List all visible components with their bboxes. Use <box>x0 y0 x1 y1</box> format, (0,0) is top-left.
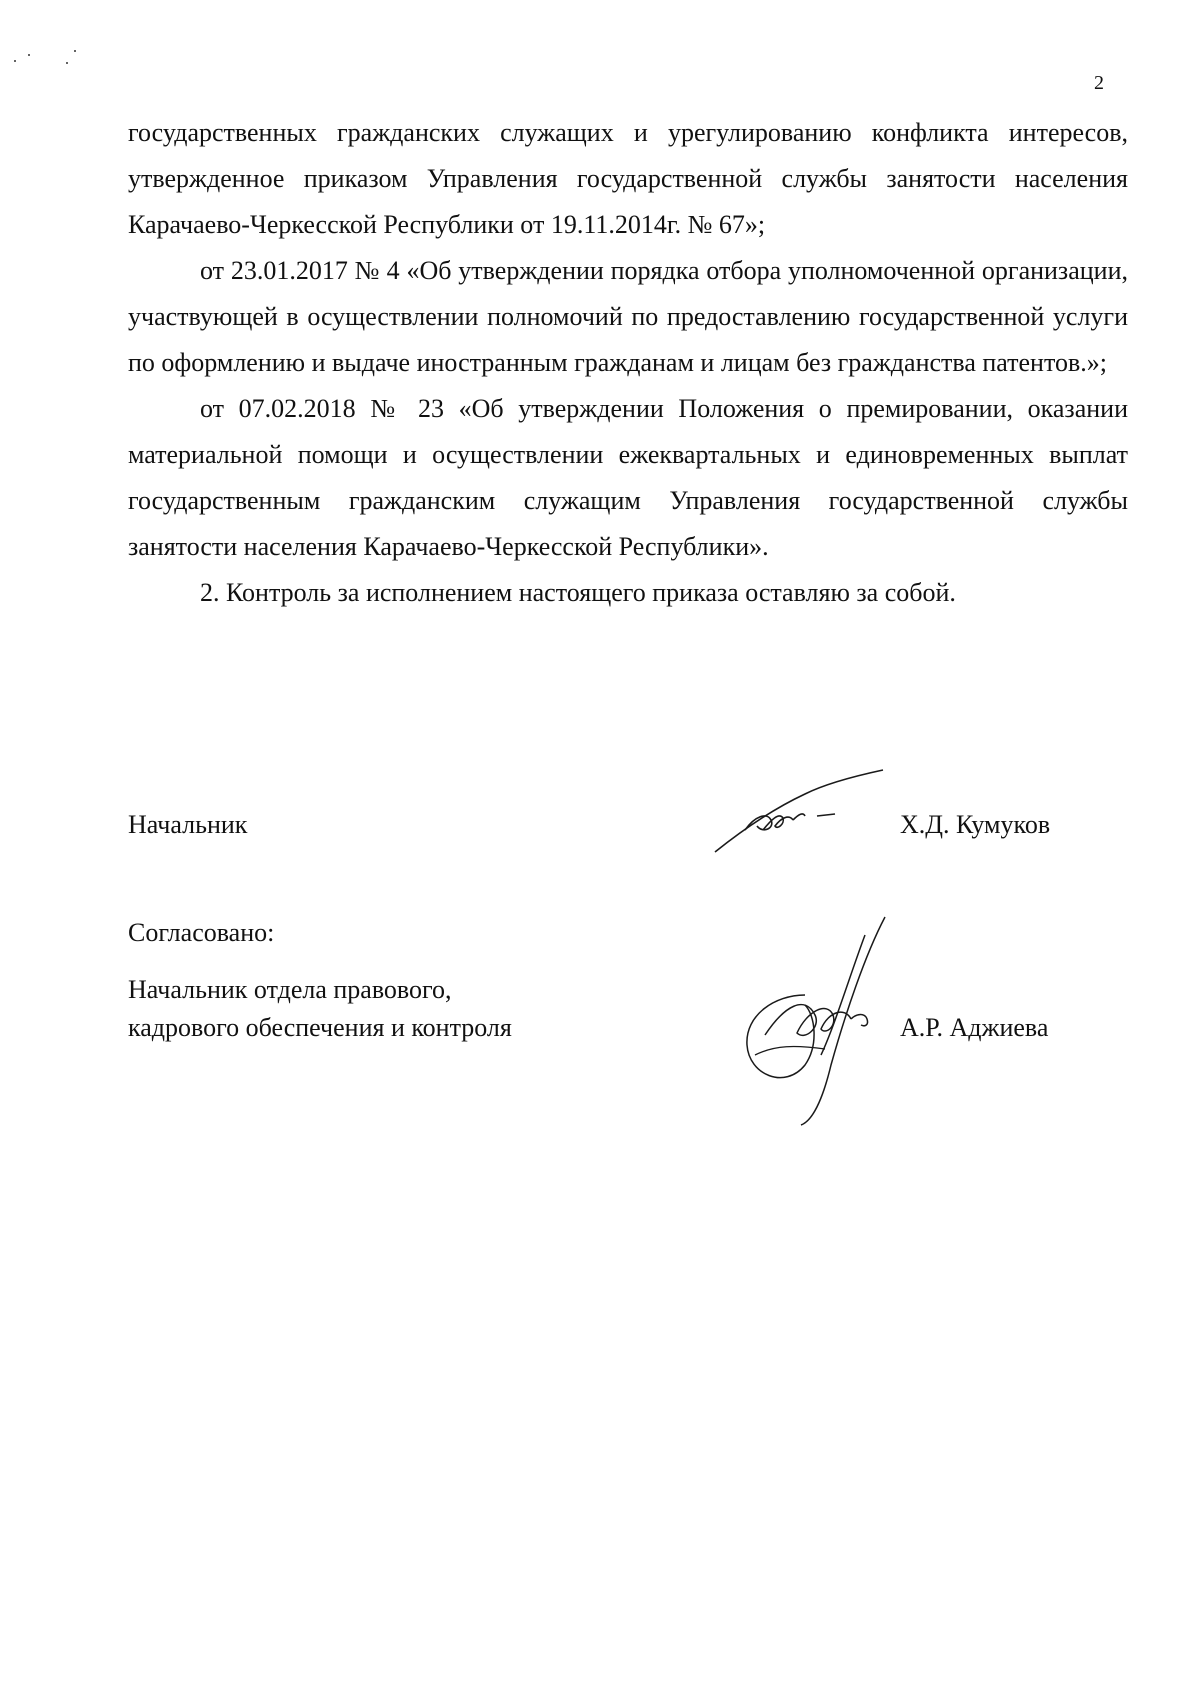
scan-speck <box>14 60 16 62</box>
approver-title-line2: кадрового обеспечения и контроля <box>128 1013 512 1042</box>
approver-name: А.Р. Аджиева <box>900 1013 1049 1042</box>
paragraph-control-clause: 2. Контроль за исполнением настоящего приказа оставляю за собой. <box>200 578 956 607</box>
approver-title-line1: Начальник отдела правового, <box>128 975 452 1004</box>
paragraph-continuation: государственных гражданских служащих и урегулированию конфликта интересов, утвержденное приказом Управления государственной службы занятости населения Карачаево-Черкесской Республики от 19.11.2014г. № 67»; <box>128 118 1128 239</box>
page-number: 2 <box>1094 72 1104 94</box>
head-name: Х.Д. Кумуков <box>900 810 1051 839</box>
approver-signature <box>735 915 905 1130</box>
document-body <box>128 110 1128 616</box>
paragraph-order-2018: от 07.02.2018 № 23 «Об утверждении Положения о премировании, оказании материальной помощи и осуществлении ежеквартальных и единовременных выплат государственным гражданским служащим Управления государственной службы занятости населения Карачаево-Черкесской Республики». <box>128 394 1128 561</box>
paragraph-order-2017: от 23.01.2017 № 4 «Об утверждении порядка отбора уполномоченной организации, участвующей в осуществлении полномочий по предоставлению государственной услуги по оформлению и выдаче иностранным гражданам и лицам без гражданства патентов.»; <box>128 256 1128 377</box>
scan-speck <box>74 50 76 52</box>
scan-speck <box>28 54 30 56</box>
scan-speck <box>66 62 68 64</box>
head-signature <box>705 768 885 858</box>
approved-label: Согласовано: <box>128 918 275 947</box>
head-title: Начальник <box>128 810 248 839</box>
